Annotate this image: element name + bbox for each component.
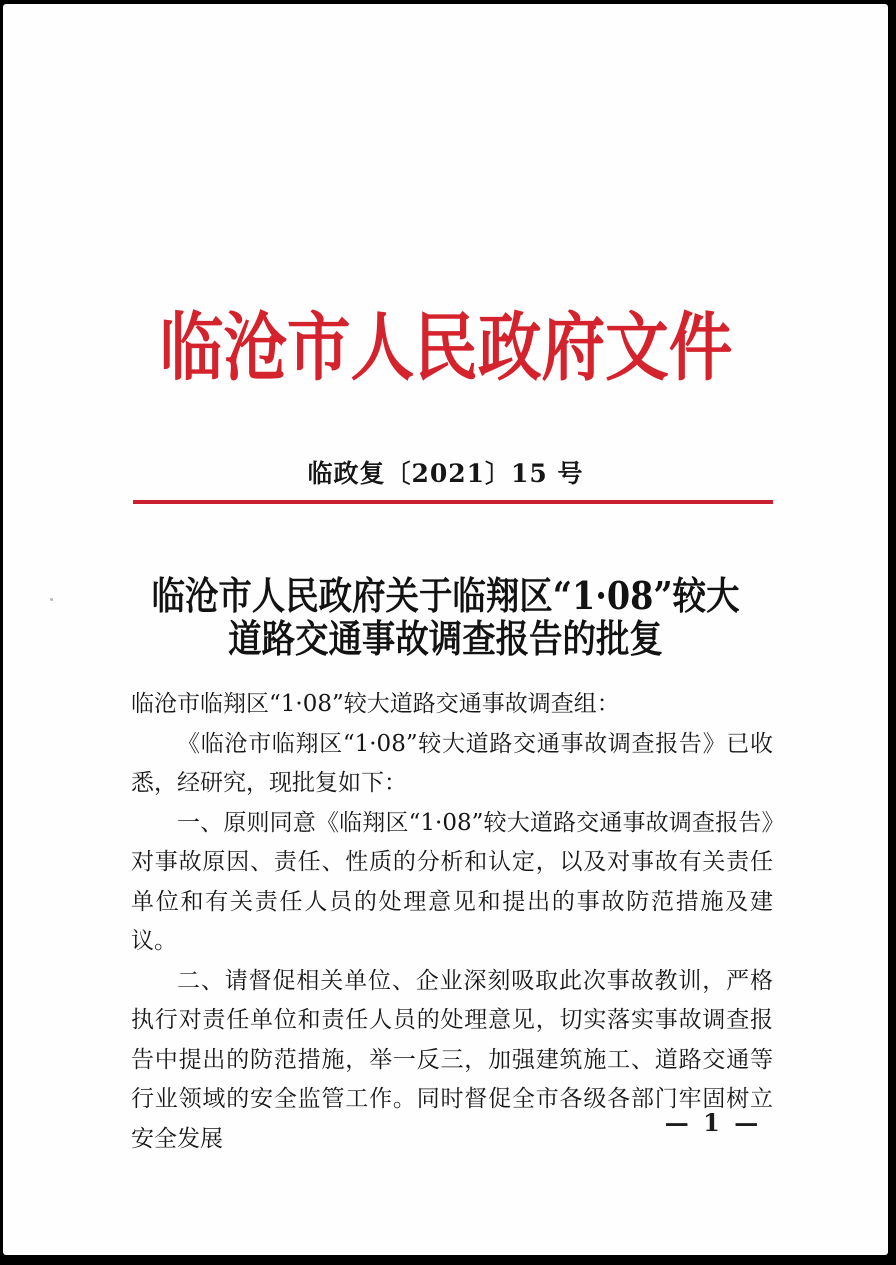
document-page	[3, 4, 888, 1255]
paragraph-item-2: 二、请督促相关单位、企业深刻吸取此次事故教训，严格执行对责任单位和责任人员的处理意见，切实落实事故调查报告中提出的防范措施，举一反三，加强建筑施工、道路交通等行业领域的安全监管工作。同时督促全市各级各部门牢固树立安全发展	[131, 967, 773, 1152]
scan-speck	[50, 598, 53, 601]
title-line-1: 临沧市人民政府关于临翔区“1·08”较大	[151, 573, 740, 618]
page-number: — 1 —	[664, 1108, 762, 1137]
paragraph-intro: 《临沧市临翔区“1·08”较大道路交通事故调查报告》已收悉，经研究，现批复如下：	[131, 730, 773, 796]
masthead-title	[3, 302, 888, 394]
title-line-2: 道路交通事故调查报告的批复	[228, 616, 663, 661]
paragraph-item-1: 一、原则同意《临翔区“1·08”较大道路交通事故调查报告》对事故原因、责任、性质的分析和认定，以及对事故有关责任单位和有关责任人员的处理意见和提出的事故防范措施及建议。	[131, 809, 773, 954]
red-separator-rule	[133, 500, 773, 504]
doc-number: 临政复〔2021〕15 号	[307, 459, 584, 488]
masthead-text: 临沧市人民政府文件	[159, 305, 732, 391]
document-body	[131, 685, 773, 1159]
paragraph-salutation: 临沧市临翔区“1·08”较大道路交通事故调查组：	[131, 691, 620, 717]
document-title	[3, 574, 888, 660]
